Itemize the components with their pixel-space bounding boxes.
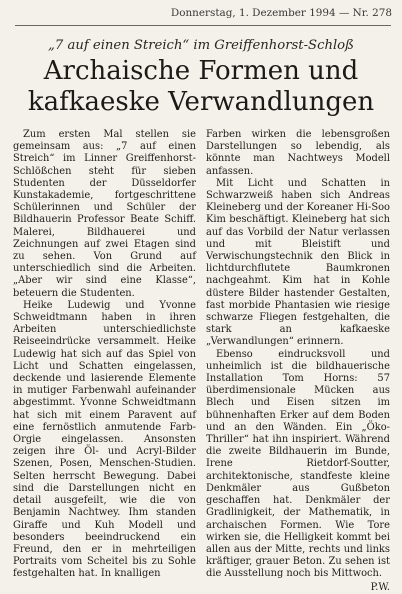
top-rule [15,25,391,26]
article-column-2 [206,129,390,594]
article-headline [0,56,402,118]
dateline: Donnerstag, 1. Dezember 1994 — Nr. 278 [170,7,392,19]
article-kicker: „7 auf einen Streich“ im Greiffenhorst-Schloß [48,38,354,53]
headline-line-2: kafkaeske Verwandlungen [27,87,375,117]
headline-line-1: Archaische Formen und [43,56,359,86]
paragraph: Mit Licht und Schatten in Schwarzweiß haben sich Andreas Kleineberg und der Koreaner Hi-Soo Kim beschäftigt. Kleineberg hat sich auf das Vorbild der Natur verlassen und mit Bleistift und Verwischungstechnik den Blick in lichtdurchflutete Baumkronen nachgeahmt. Kim hat in Kohle düstere Bilder hastender Gestalten, fast morbide Phantasien wie riesige schwarze Fliegen festgehalten, die stark an kafkaeske „Verwandlungen“ erinnern. [206,177,390,348]
paragraph: Farben wirken die lebensgroßen Darstellungen so lebendig, als könnte man Nachtweys Modell anfassen. [206,129,390,177]
paragraph: Ebenso eindrucksvoll und unheimlich ist die bildhauerische Installation Tom Horns: 57 überdimensionale Mücken aus Blech und Eisen sitzen im bühnenhaften Erker auf dem Boden und an den Wänden. Ein „Öko-Thriller“ hat ihn inspiriert. Während die zweite Bildhauerin im Bunde, Irene Rietdorf-Soutter, architektonische, standfeste kleine Denkmäler aus Gußbeton geschaffen hat. Denkmäler der Gradlinigkeit, der Mathematik, in archaischen Formen. Wie Tore wirken sie, die Helligkeit kommt bei allen aus der Mitte, rechts und links kräftiger, grauer Beton. Zu sehen ist die Ausstellung noch bis Mittwoch. [206,348,390,580]
paragraph: Zum ersten Mal stellen sie gemeinsam aus: „7 auf einen Streich“ im Linner Greiffenhorst-Schlößchen steht für sieben Studenten der Düsseldorfer Kunstakademie, fortgeschrittene Schülerinnen und Schüler der Bildhauerin Professor Beate Schiff. Malerei, Bildhauerei und Zeichnungen auf zwei Etagen sind zu sehen. Von Grund auf unterschiedlich sind die Arbeiten. „Aber wir sind eine Klasse“, beteuern die Studenten. [13,129,196,299]
article-column-1 [13,129,196,581]
author-signature: P.W. [370,581,390,593]
paragraph: Heike Ludewig und Yvonne Schweidtmann haben in ihren Arbeiten unterschiedlichste Reiseeindrücke versammelt. Heike Ludewig hat sich auf das Spiel von Licht und Schatten eingelassen, deckende und lasierende Elemente in mutiger Farbenwahl aufeinander abgestimmt. Yvonne Schweidtmann hat sich mit einem Paravent auf eine fernöstlich anmutende Farb-Orgie eingelassen. Ansonsten zeigen ihre Öl- und Acryl-Bilder Szenen, Posen, Menschen-Studien. Selten herrscht Bewegung. Dabei sind die Darstellungen nicht en detail ausgefeilt, wie die von Benjamin Nachtwey. Ihm standen Giraffe und Kuh Modell und besonders beeindruckend ein Freund, den er in mehrteiligen Portraits vom Scheitel bis zu Sohle festgehalten hat. In knalligen [13,299,196,580]
